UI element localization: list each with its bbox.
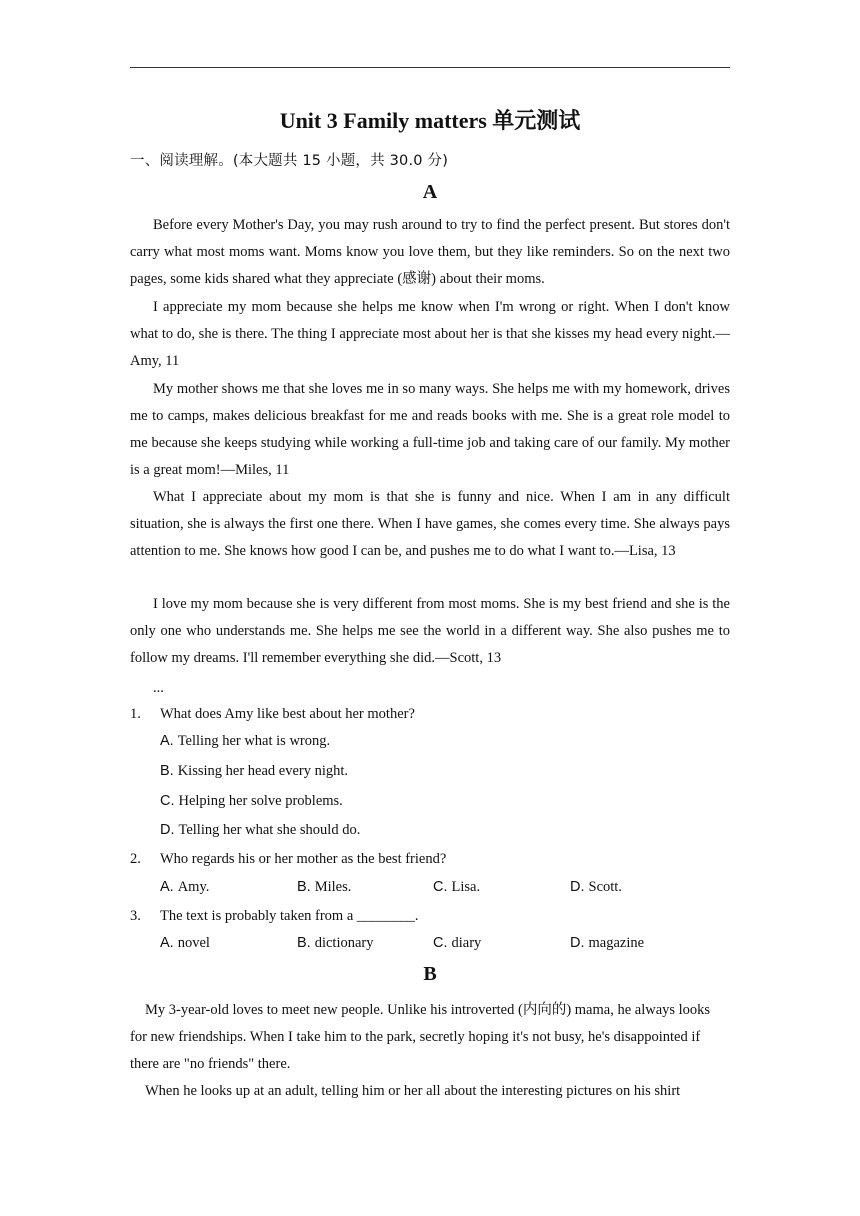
option-text: Amy. (177, 879, 210, 895)
passage-b-paragraph-1 (130, 997, 730, 1078)
option-letter: D. (160, 822, 175, 838)
question-2-option-b[interactable] (297, 879, 351, 896)
passage-a-paragraph-2: I appreciate my mom because she helps me know when I'm wrong or right. When I don't know what to do, she is there. The thing I appreciate most about her is that she kisses my head every night.—Amy, 11 (130, 299, 730, 369)
option-letter: B. (160, 763, 174, 779)
question-1-option-c[interactable] (160, 793, 343, 810)
question-text: Who regards his or her mother as the best friend? (160, 851, 447, 867)
question-1 (130, 706, 415, 723)
option-text: Kissing her head every night. (177, 763, 349, 779)
document-title: Unit 3 Family matters 单元测试 (279, 108, 581, 133)
option-letter: D. (570, 935, 585, 951)
option-text: Telling her what is wrong. (177, 733, 331, 749)
option-letter: B. (297, 879, 311, 895)
question-text: What does Amy like best about her mother? (160, 706, 415, 722)
question-2-option-c[interactable] (433, 879, 480, 896)
question-3-option-a[interactable] (160, 935, 210, 952)
passage-a-paragraph-4: What I appreciate about my mom is that she is funny and nice. When I am in any difficult situation, she is always the first one there. When I have games, she comes every time. She always pays attention to me. She knows how good I can be, and pushes me to do what I want to.—Lisa, 13 (130, 489, 730, 559)
question-number: 3. (130, 908, 141, 924)
option-text: Lisa. (451, 879, 481, 895)
question-3-option-b[interactable] (297, 935, 374, 952)
paragraph-text: When he looks up at an adult, telling him or her all about the interesting pictures on his shirt (145, 1083, 681, 1099)
option-text: novel (177, 935, 210, 951)
question-3 (130, 908, 419, 925)
passage-a-paragraph-3: My mother shows me that she loves me in so many ways. She helps me with my homework, drives me to camps, makes delicious breakfast for me and reads books with me. She is a great role model to me because she keeps studying while working a full-time job and taking care of our family. My mother is a great mom!—Miles, 11 (130, 381, 730, 478)
question-3-option-c[interactable] (433, 935, 481, 952)
question-1-option-d[interactable] (160, 822, 360, 839)
question-2 (130, 851, 446, 868)
passage-b-paragraph-2 (130, 1078, 730, 1105)
option-text: Miles. (314, 879, 352, 895)
option-text: Helping her solve problems. (178, 793, 343, 809)
question-1-option-b[interactable] (160, 763, 348, 780)
question-2-option-a[interactable] (160, 879, 209, 896)
passage-b-label: B (423, 963, 437, 985)
passage-a-ellipsis: ... (153, 680, 164, 696)
option-letter: A. (160, 879, 174, 895)
option-letter: B. (297, 935, 311, 951)
option-text: dictionary (314, 935, 374, 951)
question-3-option-d[interactable] (570, 935, 644, 952)
question-number: 2. (130, 851, 141, 867)
option-letter: D. (570, 879, 585, 895)
question-number: 1. (130, 706, 141, 722)
option-letter: A. (160, 935, 174, 951)
header-rule (130, 67, 730, 68)
option-letter: A. (160, 733, 174, 749)
option-text: Scott. (588, 879, 622, 895)
paragraph-text: My 3-year-old loves to meet new people. Unlike his introverted (内向的) mama, he always looks for new friendships. When I take him to the park, secretly hoping it's not busy, he's disappointed if there are "no friends" there. (130, 1002, 711, 1072)
option-letter: C. (433, 935, 448, 951)
option-letter: C. (433, 879, 448, 895)
passage-a-paragraph-5: I love my mom because she is very different from most moms. She is my best friend and she is the only one who understands me. She helps me see the world in a different way. She also pushes me to follow my dreams. I'll remember everything she did.—Scott, 13 (130, 596, 730, 666)
option-text: Telling her what she should do. (178, 822, 361, 838)
option-letter: C. (160, 793, 175, 809)
option-text: diary (451, 935, 482, 951)
section-heading: 一、阅读理解。(本大题共 15 小题，共 30.0 分) (130, 153, 449, 169)
question-1-option-a[interactable] (160, 733, 330, 750)
question-2-option-d[interactable] (570, 879, 622, 896)
option-text: magazine (588, 935, 645, 951)
passage-a-label: A (422, 181, 438, 203)
question-text: The text is probably taken from a ________. (160, 908, 419, 924)
passage-a-paragraph-1: Before every Mother's Day, you may rush around to try to find the perfect present. But stores don't carry what most moms want. Moms know you love them, but they like reminders. So on the next two pages, some kids shared what they appreciate (感谢) about their moms. (130, 217, 730, 287)
